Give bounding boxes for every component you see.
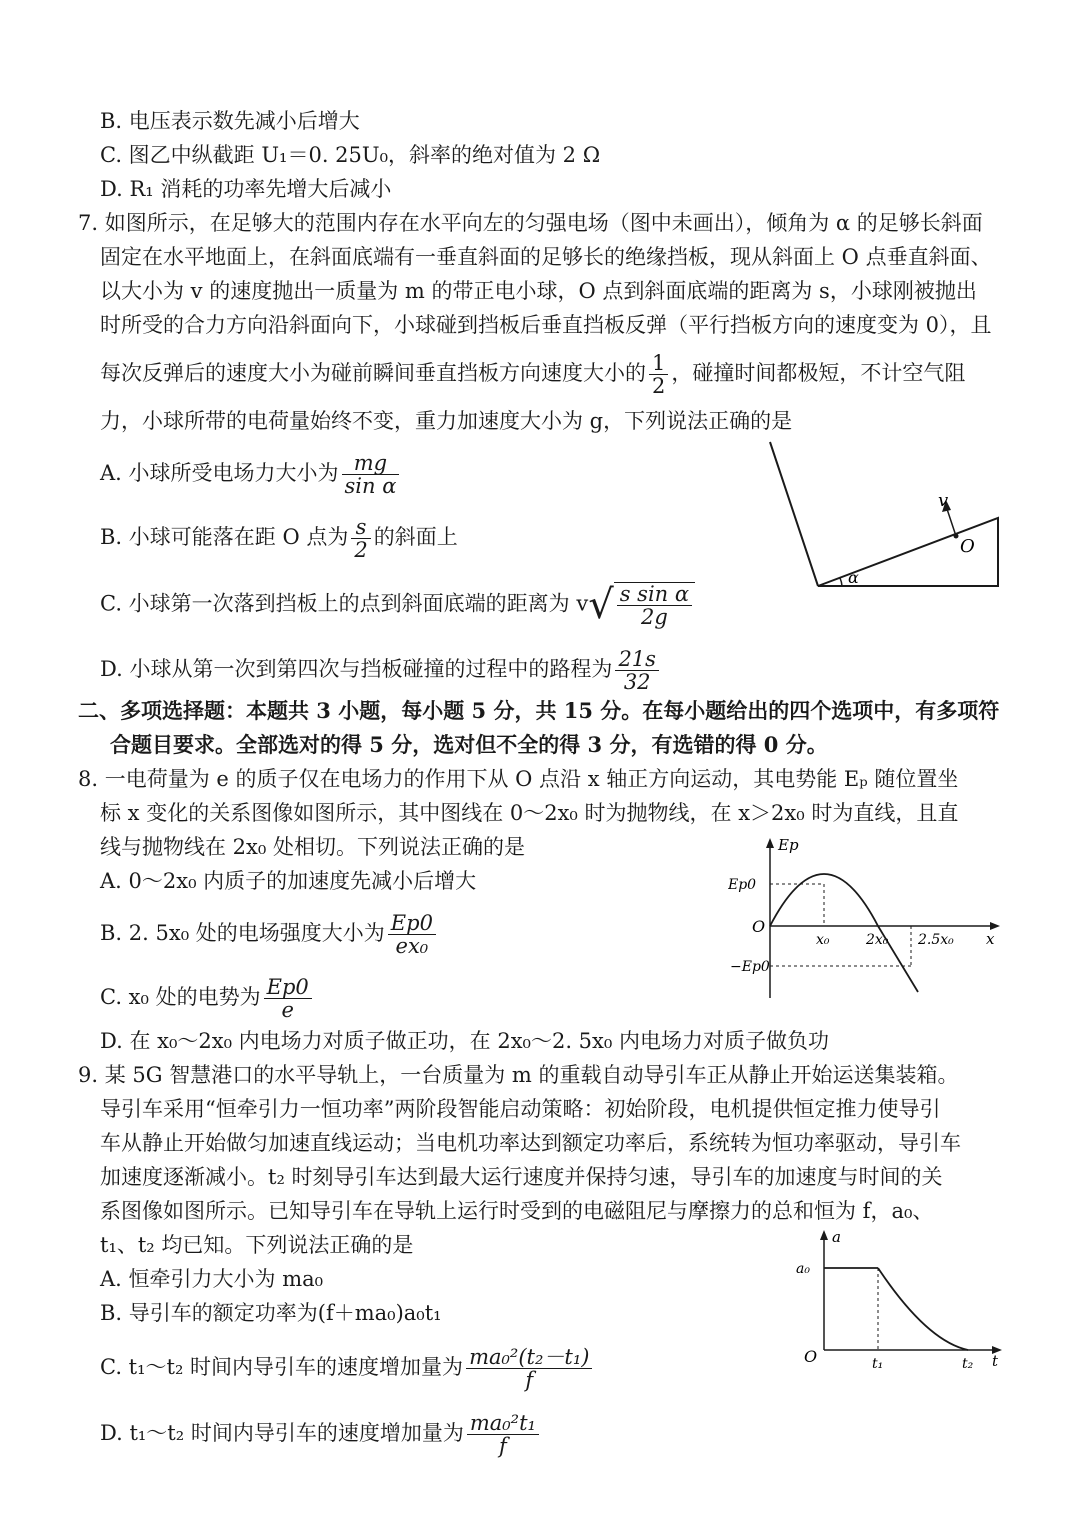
frac-den: 32 <box>623 670 651 694</box>
q7-stem-line6: 力，小球所带的电荷量始终不变，重力加速度大小为 g，下列说法正确的是 <box>100 409 793 433</box>
frac-num: s sin α <box>617 583 692 606</box>
q7-option-a <box>100 452 402 497</box>
q8-stem-line3: 线与抛物线在 2x₀ 处相切。下列说法正确的是 <box>100 835 525 859</box>
q9-option-b: B. 导引车的额定功率为(f＋ma₀)a₀t₁ <box>100 1301 442 1325</box>
q8-stem-line2: 标 x 变化的关系图像如图所示，其中图线在 0～2x₀ 时为抛物线，在 x＞2x₀ 时为直线，且直 <box>100 801 959 825</box>
angle-arc <box>840 578 842 586</box>
q7-stem-line5 <box>100 352 965 397</box>
q9-stem-line2: 导引车采用“恒牵引力一恒功率”两阶段智能启动策略：初始阶段，电机提供恒定推力使导引 <box>100 1097 941 1121</box>
q9-stem-line3: 车从静止开始做匀加速直线运动；当电机功率达到额定功率后，系统转为恒功率驱动，导引车 <box>100 1131 961 1155</box>
q8-option-b-fraction <box>388 912 436 957</box>
q7-option-c-text: C. 小球第一次落到挡板上的点到斜面底端的距离为 v <box>100 591 589 616</box>
frac-den: 2 <box>652 374 666 398</box>
frac-num: 21s <box>615 648 659 671</box>
q7-option-b-post: 的斜面上 <box>373 525 458 549</box>
q7-option-c-fraction <box>617 583 692 628</box>
frac-den: f <box>499 1434 507 1458</box>
q8-option-b <box>100 912 439 957</box>
frac-num: s <box>351 516 370 539</box>
q7-option-d-fraction <box>615 648 659 693</box>
label-o: O <box>960 536 975 557</box>
q9-stem-line4: 加速度逐渐减小。t₂ 时刻导引车达到最大运行速度并保持匀速，导引车的加速度与时间的关 <box>100 1165 943 1189</box>
q8-option-b-text: B. 2. 5x₀ 处的电场强度大小为 <box>100 921 385 945</box>
barrier-line <box>770 442 818 586</box>
q9-option-d <box>100 1412 542 1457</box>
frac-num: Ep0 <box>264 976 312 999</box>
q7-stem-line2: 固定在水平地面上，在斜面底端有一垂直斜面的足够长的绝缘挡板，现从斜面上 O 点垂直斜面、 <box>100 245 992 269</box>
frac-num: ma₀²t₁ <box>467 1412 539 1435</box>
q8-option-d: D. 在 x₀～2x₀ 内电场力对质子做正功，在 2x₀～2. 5x₀ 内电场力对质子做负功 <box>100 1029 829 1053</box>
label-t: t <box>992 1352 999 1370</box>
q9-stem-line1: 9. 某 5G 智慧港口的水平导轨上，一台质量为 m 的重载自动导引车正从静止开始运送集装箱。 <box>78 1063 959 1087</box>
frac-num: mg <box>342 452 400 475</box>
section2-header-line1: 二、多项选择题：本题共 3 小题，每小题 5 分，共 15 分。在每小题给出的四个选项中，有多项符 <box>78 698 1000 723</box>
section2-header-line2: 合题目要求。全部选对的得 5 分，选对但不全的得 3 分，有选错的得 0 分。 <box>110 732 828 757</box>
q6-option-c: C. 图乙中纵截距 U₁＝0. 25U₀，斜率的绝对值为 2 Ω <box>100 143 601 167</box>
q7-option-d <box>100 648 662 693</box>
y-axis-arrow <box>820 1230 828 1240</box>
label-t1: t₁ <box>872 1356 884 1372</box>
q7-incline-figure <box>760 440 1010 600</box>
label-2x0: 2x₀ <box>866 932 889 948</box>
frac-den: ex₀ <box>395 934 429 958</box>
q7-option-c <box>100 582 695 628</box>
q7-option-b <box>100 516 458 561</box>
q7-option-b-fraction <box>351 516 370 561</box>
q9-acceleration-graph <box>790 1226 1010 1376</box>
q9-option-c <box>100 1346 595 1391</box>
label-x0: x₀ <box>816 932 830 948</box>
q7-line5-post: ，碰撞时间都极短，不计空气阻 <box>671 361 966 385</box>
frac-den: f <box>525 1368 534 1392</box>
q8-option-c <box>100 976 315 1021</box>
label-ep: Ep <box>778 836 799 854</box>
frac-den: 2 <box>354 538 368 562</box>
q9-stem-line5: 系图像如图所示。已知导引车在导轨上运行时受到的电磁阻尼与摩擦力的总和恒为 f，a₀、 <box>100 1199 934 1223</box>
label-o: O <box>752 917 766 936</box>
q7-option-d-text: D. 小球从第一次到第四次与挡板碰撞的过程中的路程为 <box>100 657 613 681</box>
label-25x0: 2.5x₀ <box>918 932 954 948</box>
frac-den: sin α <box>344 474 397 498</box>
label-o: O <box>804 1347 818 1366</box>
q8-option-a: A. 0～2x₀ 内质子的加速度先减小后增大 <box>100 869 477 893</box>
label-ep0: Ep0 <box>728 877 757 893</box>
label-neg-ep0: −Ep0 <box>730 959 770 975</box>
frac-den: 2g <box>640 605 668 629</box>
label-a0: a₀ <box>796 1261 810 1277</box>
frac-num: ma₀²(t₂－t₁) <box>466 1346 592 1369</box>
frac-num: Ep0 <box>388 912 436 935</box>
frac-den: e <box>281 998 294 1022</box>
x-axis-arrow <box>990 922 1000 930</box>
q8-option-c-fraction <box>264 976 312 1021</box>
label-t2: t₂ <box>962 1356 974 1372</box>
decay-curve <box>878 1268 968 1350</box>
q6-option-d: D. R₁ 消耗的功率先增大后减小 <box>100 177 392 201</box>
frac-num: 1 <box>649 352 668 375</box>
point-o <box>954 534 959 539</box>
q9-option-c-text: C. t₁～t₂ 时间内导引车的速度增加量为 <box>100 1355 464 1379</box>
q7-option-a-fraction <box>342 452 400 497</box>
q7-stem-line3: 以大小为 v 的速度抛出一质量为 m 的带正电小球，O 点到斜面底端的距离为 s，小球刚被抛出 <box>100 279 977 303</box>
label-a: a <box>832 1228 841 1246</box>
q8-stem-line1: 8. 一电荷量为 e 的质子仅在电场力的作用下从 O 点沿 x 轴正方向运动，其电势能 Eₚ 随位置坐 <box>78 767 959 791</box>
q7-stem-line1: 7. 如图所示，在足够大的范围内存在水平向左的匀强电场（图中未画出），倾角为 α 的足够长斜面 <box>78 211 983 235</box>
q9-option-a: A. 恒牵引力大小为 ma₀ <box>100 1267 324 1291</box>
q7-sqrt: √ $\frac{\text{s sin α}}{2g}$ <box>588 582 695 628</box>
q9-option-d-text: D. t₁～t₂ 时间内导引车的速度增加量为 <box>100 1421 464 1445</box>
q6-option-b: B. 电压表示数先减小后增大 <box>100 109 360 133</box>
q9-stem-line6: t₁、t₂ 均已知。下列说法正确的是 <box>100 1233 414 1257</box>
q7-half-fraction <box>649 352 668 397</box>
q7-option-b-text: B. 小球可能落在距 O 点为 <box>100 525 349 549</box>
y-axis-arrow <box>766 838 774 848</box>
q7-option-a-text: A. 小球所受电场力大小为 <box>100 461 339 485</box>
q8-energy-graph <box>728 832 1008 1002</box>
q9-option-d-fraction <box>467 1412 539 1457</box>
q7-stem-line4: 时所受的合力方向沿斜面向下，小球碰到挡板后垂直挡板反弹（平行挡板方向的速度变为 0），且 <box>100 313 992 337</box>
q9-option-c-fraction <box>466 1346 592 1391</box>
label-alpha: α <box>848 568 859 587</box>
label-x: x <box>986 930 995 948</box>
label-v: v <box>938 490 949 511</box>
parabola-curve <box>770 874 878 926</box>
q8-option-c-text: C. x₀ 处的电势为 <box>100 985 261 1009</box>
q7-line5-pre: 每次反弹后的速度大小为碰前瞬间垂直挡板方向速度大小的 <box>100 361 646 385</box>
